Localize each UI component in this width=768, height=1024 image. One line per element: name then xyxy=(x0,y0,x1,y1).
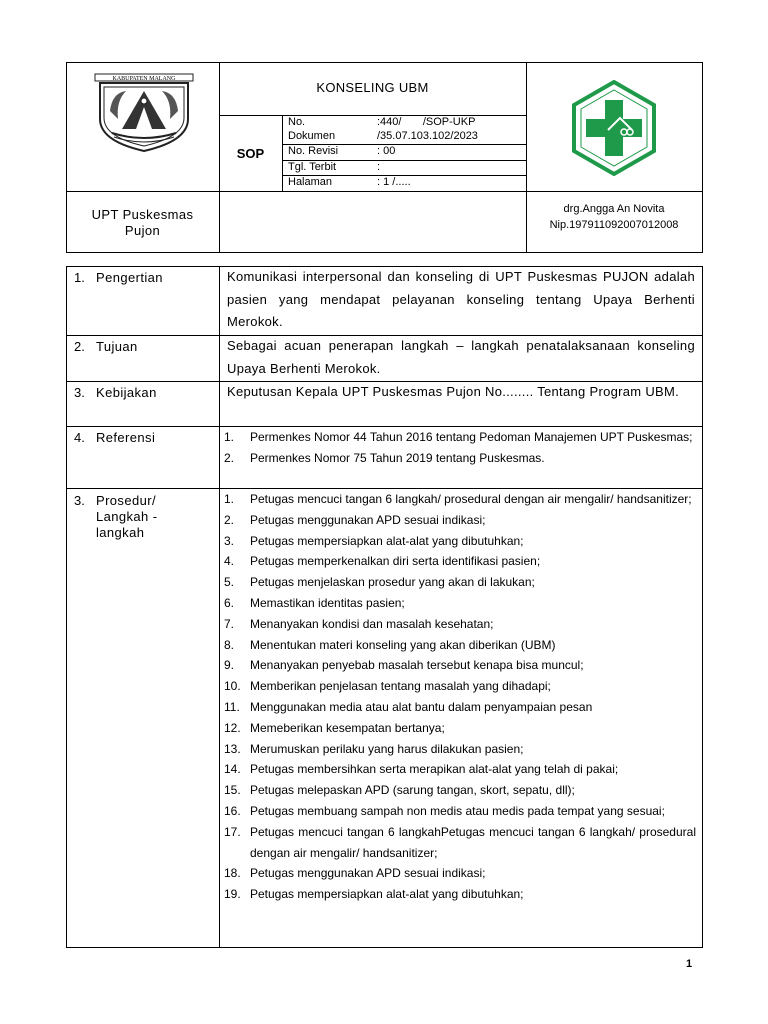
list-item xyxy=(224,780,696,801)
tujuan-text: Sebagai acuan penerapan langkah – langkah penatalaksanaan konseling Upaya Berhenti Merokok. xyxy=(227,338,695,376)
list-item xyxy=(224,718,696,739)
list-item-text: Petugas membersihkan serta merapikan alat-alat yang telah di pakai; xyxy=(250,762,619,777)
org-name-line2: Pujon xyxy=(124,223,161,238)
kebijakan-label: Kebijakan xyxy=(96,385,157,400)
list-item-number: 16. xyxy=(224,803,241,818)
list-item xyxy=(224,822,696,864)
meta-label-revisi: No. Revisi xyxy=(288,145,339,157)
meta-value-terbit: : xyxy=(377,161,381,173)
kabupaten-malang-logo xyxy=(92,71,196,153)
list-item-number: 8. xyxy=(224,637,235,652)
referensi-list xyxy=(224,427,696,469)
referensi-label: Referensi xyxy=(96,430,156,445)
org-name xyxy=(66,207,219,239)
list-item xyxy=(224,427,696,448)
list-item xyxy=(224,572,696,593)
list-item-text: Petugas menggunakan APD sesuai indikasi; xyxy=(250,866,486,881)
prosedur-label-line1: Prosedur/ xyxy=(96,493,156,508)
list-item-text: Menentukan materi konseling yang akan diberikan (UBM) xyxy=(250,637,556,652)
page-number: 1 xyxy=(686,958,693,970)
list-item-text: Petugas mencuci tangan 6 langkah/ prosedural dengan air mengalir/ handsanitizer; xyxy=(250,492,692,506)
list-item-number: 5. xyxy=(224,575,235,590)
list-item xyxy=(224,448,696,469)
list-item-number: 4. xyxy=(224,554,235,569)
pengertian-label: Pengertian xyxy=(96,270,163,285)
list-item-number: 15. xyxy=(224,783,241,798)
tujuan-number: 2. xyxy=(74,339,85,354)
prosedur-list xyxy=(224,489,696,905)
list-item xyxy=(224,551,696,572)
list-item xyxy=(224,489,696,510)
list-item xyxy=(224,801,696,822)
list-item-text: Petugas melepaskan APD (sarung tangan, skort, sepatu, dll); xyxy=(250,783,575,798)
list-item xyxy=(224,759,696,780)
list-item-number: 9. xyxy=(224,658,235,673)
list-item-number: 2. xyxy=(224,512,235,527)
list-item-text: Menanyakan kondisi dan masalah kesehatan; xyxy=(250,616,494,631)
list-item-number: 11. xyxy=(224,699,240,714)
list-item-number: 7. xyxy=(224,616,235,631)
meta-label-terbit: Tgl. Terbit xyxy=(288,161,337,173)
referensi-number: 4. xyxy=(74,430,85,445)
list-item xyxy=(224,697,696,718)
sop-label: SOP xyxy=(236,146,265,161)
list-item-text: Permenkes Nomor 75 Tahun 2019 tentang Puskesmas. xyxy=(250,450,545,465)
org-name-line1: UPT Puskesmas xyxy=(91,207,194,222)
logo-banner: KABUPATEN MALANG xyxy=(112,76,176,82)
signer-name: drg.Angga An Novita xyxy=(563,203,665,215)
list-item xyxy=(224,635,696,656)
list-item-text: Petugas memperkenalkan diri serta identifikasi pasien; xyxy=(250,554,541,569)
list-item-text: Merumuskan perilaku yang harus dilakukan pasien; xyxy=(250,741,524,756)
list-item-number: 2. xyxy=(224,450,235,465)
list-item-number: 1. xyxy=(224,430,235,444)
signer-nip: Nip.197911092007012008 xyxy=(549,219,679,231)
list-item-text: Memeberikan kesempatan bertanya; xyxy=(250,720,445,735)
list-item-text: Memberikan penjelasan tentang masalah yang dihadapi; xyxy=(250,679,551,694)
meta-value-revisi: : 00 xyxy=(377,145,396,157)
list-item xyxy=(224,531,696,552)
list-item-number: 14. xyxy=(224,762,241,777)
list-item xyxy=(224,593,696,614)
kebijakan-number: 3. xyxy=(74,385,85,400)
signer-block xyxy=(526,201,702,233)
list-item-text: Menggunakan media atau alat bantu dalam penyampaian pesan xyxy=(250,699,593,714)
list-item-number: 1. xyxy=(224,492,235,506)
prosedur-label-line3: langkah xyxy=(96,525,145,540)
list-item-number: 19. xyxy=(224,887,241,902)
list-item-text: Petugas membuang sampah non medis atau medis pada tempat yang sesuai; xyxy=(250,803,665,818)
meta-label-halaman: Halaman xyxy=(288,176,333,188)
meta-label-no: No. xyxy=(288,116,306,128)
list-item-text: Petugas mencuci tangan 6 langkahPetugas mencuci tangan 6 langkah/ prosedural dengan air mengalir/ handsanitizer; xyxy=(250,824,696,860)
list-item-text: Petugas menggunakan APD sesuai indikasi; xyxy=(250,512,486,527)
meta-value-dokumen: /35.07.103.102/2023 xyxy=(377,130,478,142)
tujuan-label: Tujuan xyxy=(96,339,138,354)
document-title: KONSELING UBM xyxy=(316,80,429,95)
list-item-number: 17. xyxy=(224,824,241,839)
list-item-number: 18. xyxy=(224,866,241,881)
list-item-text: Memastikan identitas pasien; xyxy=(250,595,405,610)
meta-label-dokumen: Dokumen xyxy=(288,130,336,142)
puskesmas-logo xyxy=(572,80,656,176)
list-item-number: 6. xyxy=(224,595,235,610)
list-item xyxy=(224,655,696,676)
meta-value-halaman: : 1 /..... xyxy=(377,176,411,188)
meta-value-no: :440/ /SOP-UKP xyxy=(377,116,476,128)
list-item xyxy=(224,884,696,905)
list-item-number: 12. xyxy=(224,720,241,735)
list-item-text: Menanyakan penyebab masalah tersebut kenapa bisa muncul; xyxy=(250,658,584,673)
prosedur-label xyxy=(96,493,157,541)
prosedur-label-line2: Langkah - xyxy=(96,509,158,524)
list-item-text: Permenkes Nomor 44 Tahun 2016 tentang Pedoman Manajemen UPT Puskesmas; xyxy=(250,430,693,444)
prosedur-number: 3. xyxy=(74,493,85,508)
list-item xyxy=(224,614,696,635)
list-item xyxy=(224,739,696,760)
list-item xyxy=(224,863,696,884)
list-item-number: 10. xyxy=(224,679,241,694)
list-item xyxy=(224,676,696,697)
list-item-text: Petugas mempersiapkan alat-alat yang dibutuhkan; xyxy=(250,533,524,548)
kebijakan-text: Keputusan Kepala UPT Puskesmas Pujon No........ Tentang Program UBM. xyxy=(227,384,680,399)
pengertian-text: Komunikasi interpersonal dan konseling di UPT Puskesmas PUJON adalah pasien yang mendapat pelayanan konseling tentang Upaya Berhenti Merokok. xyxy=(227,269,695,329)
pengertian-number: 1. xyxy=(74,270,85,285)
list-item-text: Petugas menjelaskan prosedur yang akan di lakukan; xyxy=(250,575,535,590)
list-item-number: 13. xyxy=(224,741,241,756)
list-item xyxy=(224,510,696,531)
list-item-number: 3. xyxy=(224,533,235,548)
list-item-text: Petugas mempersiapkan alat-alat yang dibutuhkan; xyxy=(250,887,524,902)
